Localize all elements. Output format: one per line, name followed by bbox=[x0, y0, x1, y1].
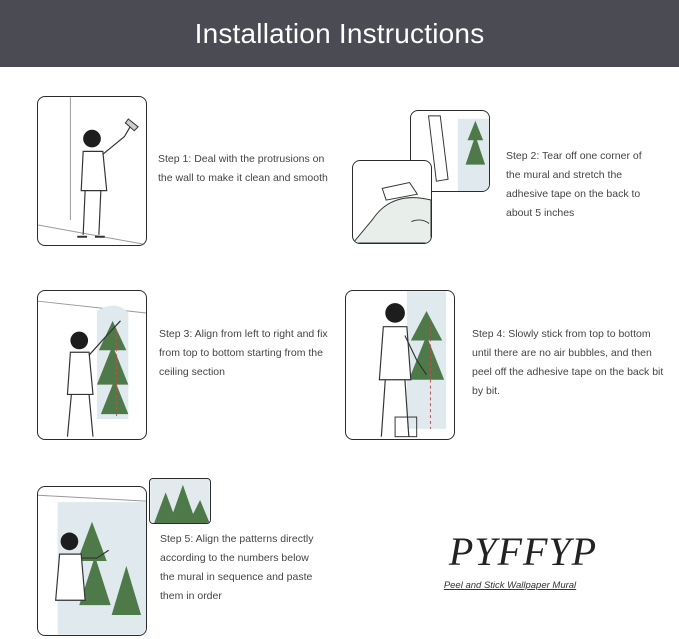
brand-logo: PYFFYP bbox=[448, 529, 598, 574]
step-3-text: Step 3: Align from left to right and fix from top to bottom starting from the ceiling section bbox=[159, 328, 328, 378]
step-5-text: Step 5: Align the patterns directly according to the numbers below the mural in sequence and paste them in order bbox=[160, 533, 314, 602]
mural-roll-icon bbox=[38, 291, 146, 439]
step-4-illustration bbox=[345, 290, 455, 440]
step-2-illustration bbox=[352, 160, 432, 244]
step-1-illustration bbox=[37, 96, 147, 246]
pattern-swatch-icon bbox=[150, 479, 210, 523]
scraper-icon bbox=[38, 97, 146, 245]
peel-corner-icon bbox=[353, 161, 431, 243]
smoothing-icon bbox=[346, 291, 454, 439]
step-2-text: Step 2: Tear off one corner of the mural and stretch the adhesive tape on the back to about 5 inches bbox=[506, 150, 642, 219]
pattern-swatch bbox=[149, 478, 211, 524]
title-bar bbox=[0, 0, 679, 67]
step-3-illustration bbox=[37, 290, 147, 440]
step-1-text: Step 1: Deal with the protrusions on the wall to make it clean and smooth bbox=[158, 153, 328, 184]
step-4-text: Step 4: Slowly stick from top to bottom until there are no air bubbles, and then peel off the adhesive tape on the back bit by bit. bbox=[472, 328, 664, 397]
pattern-placement-icon bbox=[38, 487, 146, 635]
step-5-illustration bbox=[37, 486, 147, 636]
page-title: Installation Instructions bbox=[194, 17, 485, 49]
brand-tagline: Peel and Stick Wallpaper Mural bbox=[443, 580, 577, 591]
